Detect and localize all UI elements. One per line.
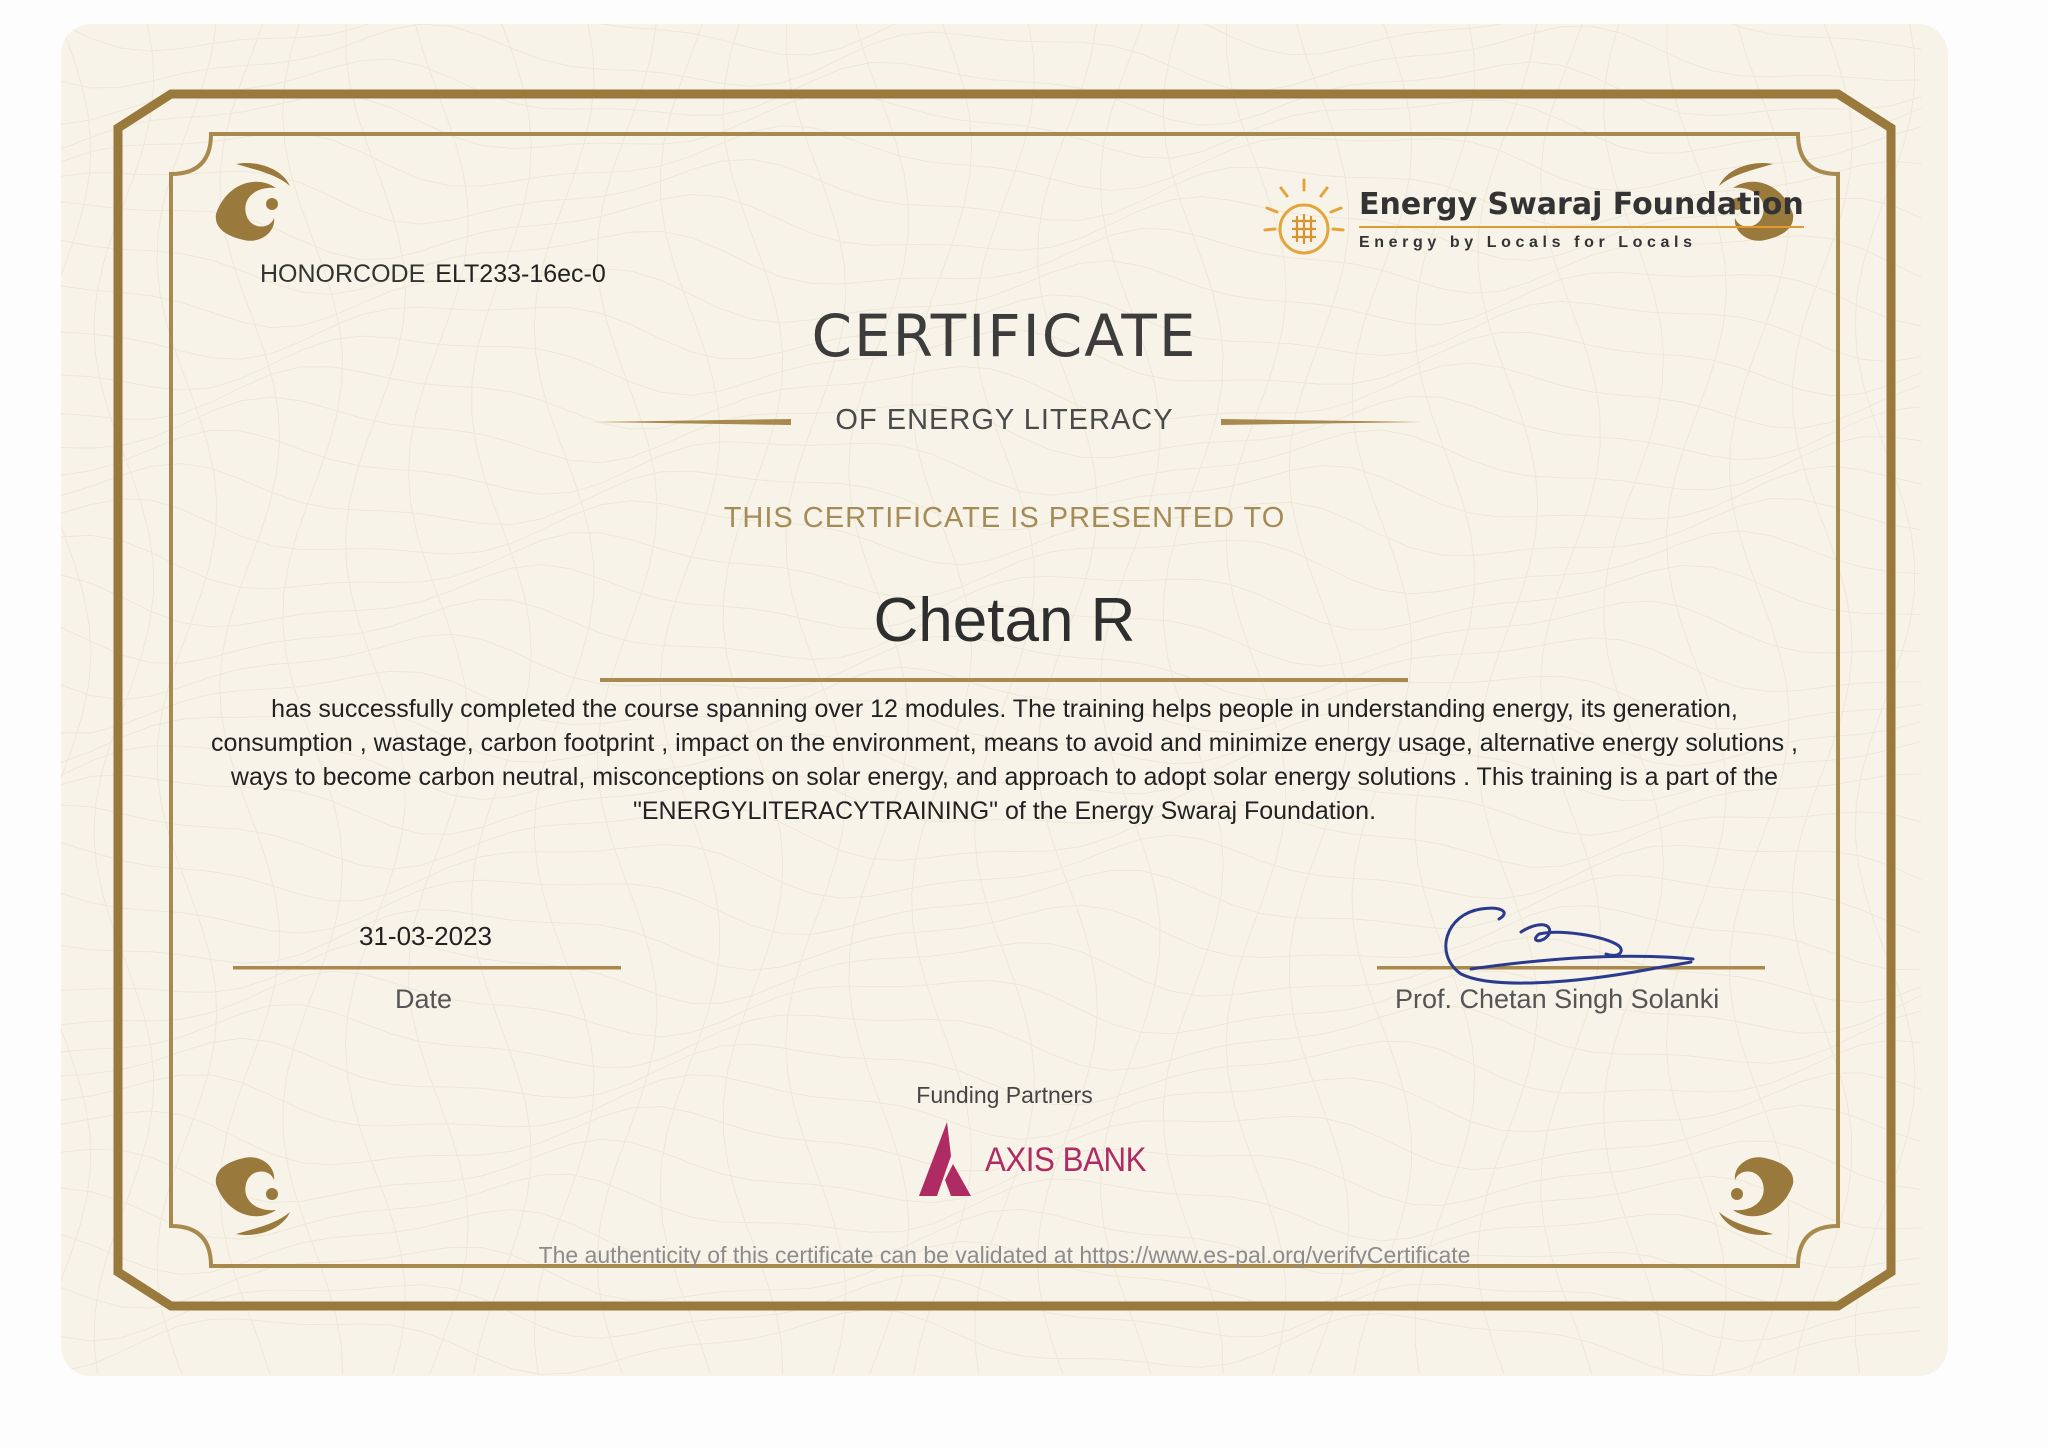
org-name: Energy Swaraj Foundation: [1359, 187, 1804, 228]
signature-icon: [1446, 908, 1693, 983]
signer-name: Prof. Chetan Singh Solanki: [1395, 984, 1720, 1014]
certificate-body: has successfully completed the course spanning over 12 modules. The training helps people in understanding energy, its generation, consumption , wastage, carbon footprint , impact on the environment, means to avoid and minimize energy usage, alternative energy solutions , ways to become carbon neutral, misconceptions on solar energy, and approach to adopt solar energy solutions . This training is a part of the "ENERGYLITERACYTRAINING" of the Energy Swaraj Foundation.: [211, 695, 1798, 825]
validation-note: The authenticity of this certificate can be validated at https://www.es-pal.org/verifyCertificate: [538, 1242, 1471, 1268]
axis-bank-name: AXIS BANK: [985, 1141, 1147, 1179]
presented-to-label: THIS CERTIFICATE IS PRESENTED TO: [723, 502, 1286, 534]
honor-code-label: HONORCODE: [260, 260, 426, 288]
date-label: Date: [395, 984, 453, 1014]
org-tagline: Energy by Locals for Locals: [1359, 233, 1697, 251]
org-header: [1259, 174, 1804, 264]
signature-underline: [1377, 966, 1765, 970]
honor-code: [260, 260, 606, 289]
recipient-name: Chetan R: [873, 586, 1136, 655]
certificate-title: CERTIFICATE: [811, 302, 1198, 370]
date-value: 31-03-2023: [359, 921, 492, 951]
sun-grid-logo-icon: [1259, 174, 1349, 264]
honor-code-value: ELT233-16ec-0: [435, 260, 606, 288]
axis-bank-logo-icon: [917, 1122, 981, 1196]
axis-bank-logo: [917, 1122, 1160, 1196]
certificate-subtitle: OF ENERGY LITERACY: [835, 404, 1174, 436]
certificate-card: [61, 24, 1948, 1376]
name-underline: [600, 678, 1408, 682]
funding-label: Funding Partners: [916, 1082, 1093, 1108]
date-underline: [233, 966, 621, 970]
